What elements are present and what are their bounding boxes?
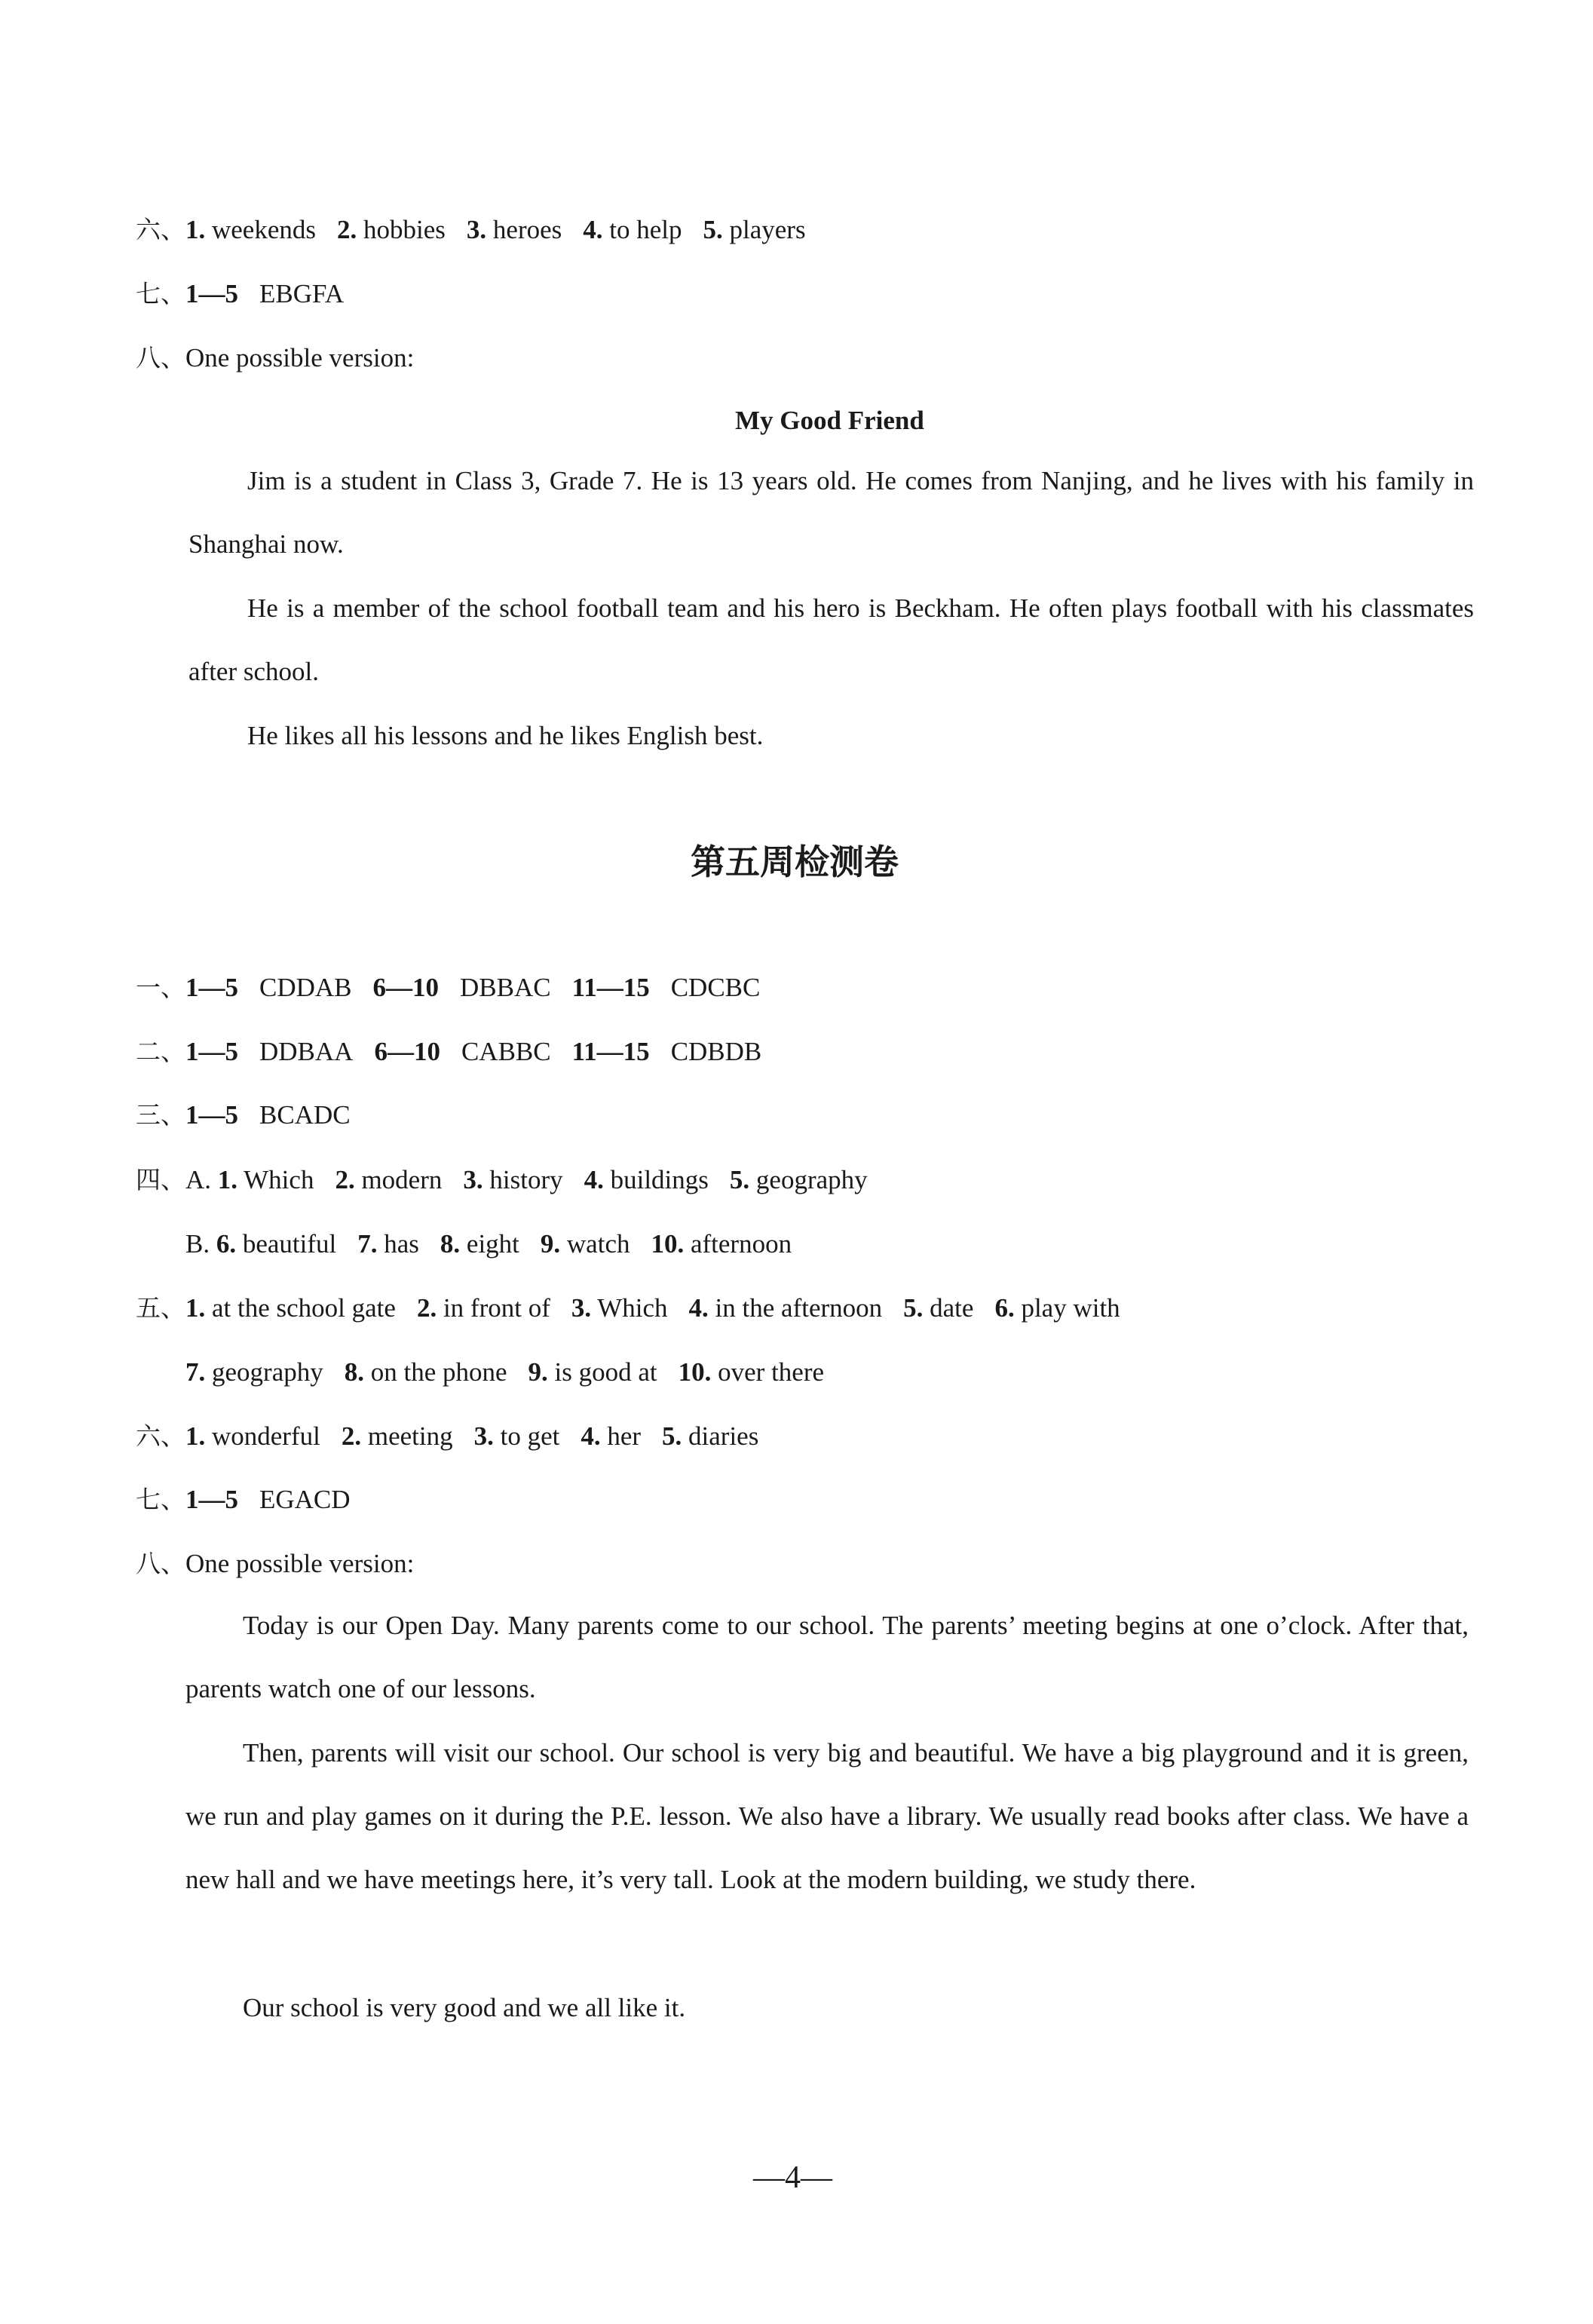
range: 11—15	[571, 1037, 650, 1066]
w5-q4a-line	[136, 1163, 868, 1197]
item-number: 2.	[337, 215, 357, 244]
answer: EBGFA	[259, 279, 345, 308]
answer-item	[335, 1165, 442, 1194]
question-label: 八、	[136, 1549, 185, 1578]
range: 1—5	[185, 279, 238, 308]
answer-item	[541, 1229, 630, 1259]
item-number: 5.	[903, 1293, 924, 1323]
range: 1—5	[185, 973, 238, 1002]
answer-item	[662, 1421, 758, 1451]
w5-q5-line-1	[136, 1291, 1120, 1326]
question-label: 七、	[136, 279, 185, 308]
item-answer: her	[600, 1421, 642, 1451]
answer-list	[185, 215, 806, 244]
question-label: 八、	[136, 343, 185, 373]
essay-title: My Good Friend	[735, 406, 924, 435]
answer-item	[342, 1421, 453, 1451]
intro: One possible version:	[185, 1549, 415, 1578]
w5-q8-line	[136, 1547, 414, 1581]
answer-item	[689, 1293, 883, 1323]
item-number: 10.	[678, 1357, 712, 1387]
question-label: 五、	[136, 1293, 185, 1323]
item-answer: weekends	[205, 215, 317, 244]
question-label: 一、	[136, 973, 185, 1002]
answer-group	[572, 973, 761, 1002]
answer-item	[185, 1421, 320, 1451]
item-number: 2.	[335, 1165, 355, 1194]
item-number: 4.	[688, 1293, 709, 1323]
answer-groups	[185, 973, 760, 1002]
item-answer: over there	[711, 1357, 825, 1387]
answer-item	[584, 1165, 709, 1194]
answer: CDDAB	[259, 973, 352, 1002]
answer-item	[440, 1229, 519, 1259]
item-number: 10.	[651, 1229, 685, 1259]
answer-list	[185, 1357, 824, 1387]
w5-q5-line-2	[185, 1355, 824, 1390]
w5-q4b-line	[185, 1227, 792, 1262]
item-answer: in front of	[437, 1293, 550, 1323]
w5-q7-line	[136, 1482, 351, 1517]
answer-groups	[185, 1037, 761, 1066]
answer-item	[185, 215, 316, 244]
item-answer: to get	[493, 1421, 560, 1451]
part-prefix: B.	[185, 1229, 210, 1259]
w4-essay-para-1: Jim is a student in Class 3, Grade 7. He is 13 years old. He comes from Nanjing, and he lives with his family in Shanghai now.	[188, 466, 1474, 559]
w5-q6-line	[136, 1419, 758, 1454]
item-number: 8.	[440, 1229, 461, 1259]
item-number: 5.	[703, 215, 723, 244]
answer-list	[216, 1229, 792, 1259]
item-number: 1.	[185, 1421, 206, 1451]
item-answer: buildings	[603, 1165, 709, 1194]
item-number: 4.	[583, 215, 603, 244]
answer-item	[357, 1229, 419, 1259]
answer-groups	[185, 1100, 351, 1130]
answer: CABBC	[461, 1037, 551, 1066]
answer-list	[185, 1293, 1120, 1323]
item-number: 5.	[662, 1421, 682, 1451]
answer: EGACD	[259, 1485, 351, 1514]
answer: DDBAA	[259, 1037, 354, 1066]
item-number: 8.	[344, 1357, 364, 1387]
answer-item	[345, 1357, 507, 1387]
question-label: 四、	[136, 1165, 185, 1194]
item-answer: eight	[460, 1229, 519, 1259]
item-answer: Which	[591, 1293, 668, 1323]
answer-item	[185, 1357, 323, 1387]
item-number: 9.	[540, 1229, 561, 1259]
item-answer: modern	[354, 1165, 443, 1194]
item-number: 9.	[528, 1357, 548, 1387]
item-number: 2.	[416, 1293, 437, 1323]
item-answer: has	[377, 1229, 419, 1259]
item-answer: play with	[1014, 1293, 1120, 1323]
item-number: 3.	[473, 1421, 494, 1451]
question-label: 七、	[136, 1485, 185, 1514]
answer-list	[185, 1421, 758, 1451]
answer-item	[474, 1421, 560, 1451]
part-prefix: A.	[185, 1165, 212, 1194]
w4-essay-para-2: He is a member of the school football team and his hero is Beckham. He often plays football with his classmates after school.	[188, 593, 1474, 686]
answer: BCADC	[259, 1100, 351, 1130]
item-number: 6.	[216, 1229, 237, 1259]
w4-q6-line	[136, 213, 806, 247]
answer-item	[651, 1229, 792, 1259]
page-number: —4—	[753, 2160, 832, 2195]
answer-list	[218, 1165, 868, 1194]
answer-item	[337, 215, 446, 244]
item-number: 1.	[185, 215, 206, 244]
item-answer: geography	[205, 1357, 323, 1387]
item-answer: beautiful	[236, 1229, 337, 1259]
answer-item	[185, 1293, 396, 1323]
item-number: 2.	[341, 1421, 362, 1451]
answer-item	[730, 1165, 868, 1194]
item-answer: on the phone	[363, 1357, 507, 1387]
item-number: 1.	[185, 1293, 206, 1323]
answer: DBBAC	[460, 973, 551, 1002]
item-answer: diaries	[682, 1421, 759, 1451]
w4-q7-line	[136, 277, 344, 311]
w5-q2-line	[136, 1035, 761, 1069]
answer-item	[703, 215, 806, 244]
item-answer: heroes	[486, 215, 562, 244]
item-answer: Which	[237, 1165, 314, 1194]
w5-q3-line	[136, 1098, 351, 1133]
item-answer: afternoon	[684, 1229, 792, 1259]
item-number: 7.	[357, 1229, 378, 1259]
answer-group	[185, 973, 352, 1002]
item-answer: at the school gate	[205, 1293, 396, 1323]
answer-item	[216, 1229, 336, 1259]
range: 11—15	[571, 973, 650, 1002]
answer-item	[467, 215, 562, 244]
answer-group	[373, 973, 551, 1002]
range: 1—5	[185, 1100, 238, 1130]
w5-essay-para-2: Then, parents will visit our school. Our school is very big and beautiful. We have a big playground and it is green, we run and play games on it during the P.E. lesson. We also have a library. We usually read books after class. We have a new hall and we have meetings here, it’s very tall. Look at the modern building, we study there.	[185, 1738, 1469, 1894]
answer-item	[218, 1165, 314, 1194]
answer-item	[571, 1293, 668, 1323]
answer-group	[185, 1037, 353, 1066]
section-title: 第五周检测卷	[691, 842, 899, 882]
answer: CDBDB	[670, 1037, 762, 1066]
range: 1—5	[185, 1485, 238, 1514]
item-answer: is good at	[547, 1357, 657, 1387]
answer-item	[903, 1293, 973, 1323]
answer-item	[679, 1357, 824, 1387]
item-number: 4.	[581, 1421, 601, 1451]
item-number: 1.	[217, 1165, 238, 1194]
question-label: 三、	[136, 1100, 185, 1130]
w5-essay-para-1: Today is our Open Day. Many parents come to our school. The parents’ meeting begins at one o’clock. After that, parents watch one of our lessons.	[185, 1611, 1469, 1703]
item-answer: to help	[602, 215, 682, 244]
answer-item	[463, 1165, 562, 1194]
item-number: 3.	[463, 1165, 483, 1194]
answer-item	[994, 1293, 1120, 1323]
item-number: 4.	[584, 1165, 604, 1194]
answer-group	[572, 1037, 762, 1066]
item-number: 3.	[466, 215, 487, 244]
item-answer: meeting	[361, 1421, 453, 1451]
range: 1—5	[185, 1037, 238, 1066]
item-answer: hobbies	[357, 215, 446, 244]
question-label: 六、	[136, 1421, 185, 1451]
answer: CDCBC	[670, 973, 761, 1002]
answer-item	[581, 1421, 641, 1451]
intro: One possible version:	[185, 343, 415, 373]
item-answer: players	[722, 215, 806, 244]
w4-q8-line	[136, 341, 414, 376]
answer-item	[583, 215, 682, 244]
answer-group	[185, 1100, 351, 1130]
item-answer: watch	[560, 1229, 630, 1259]
item-number: 7.	[185, 1357, 206, 1387]
range: 6—10	[372, 973, 440, 1002]
w5-q1-line	[136, 970, 760, 1005]
item-answer: in the afternoon	[708, 1293, 883, 1323]
item-answer: date	[923, 1293, 974, 1323]
answer-item	[417, 1293, 550, 1323]
answer-group	[374, 1037, 550, 1066]
question-label: 二、	[136, 1037, 185, 1066]
item-answer: geography	[749, 1165, 868, 1194]
w5-essay-para-3: Our school is very good and we all like it.	[243, 1993, 686, 2022]
item-answer: history	[482, 1165, 563, 1194]
item-answer: wonderful	[205, 1421, 320, 1451]
item-number: 3.	[571, 1293, 592, 1323]
answer-item	[528, 1357, 657, 1387]
question-label: 六、	[136, 215, 185, 244]
item-number: 5.	[729, 1165, 750, 1194]
item-number: 6.	[994, 1293, 1015, 1323]
w4-essay-para-3: He likes all his lessons and he likes English best.	[247, 721, 764, 750]
range: 6—10	[374, 1037, 440, 1066]
